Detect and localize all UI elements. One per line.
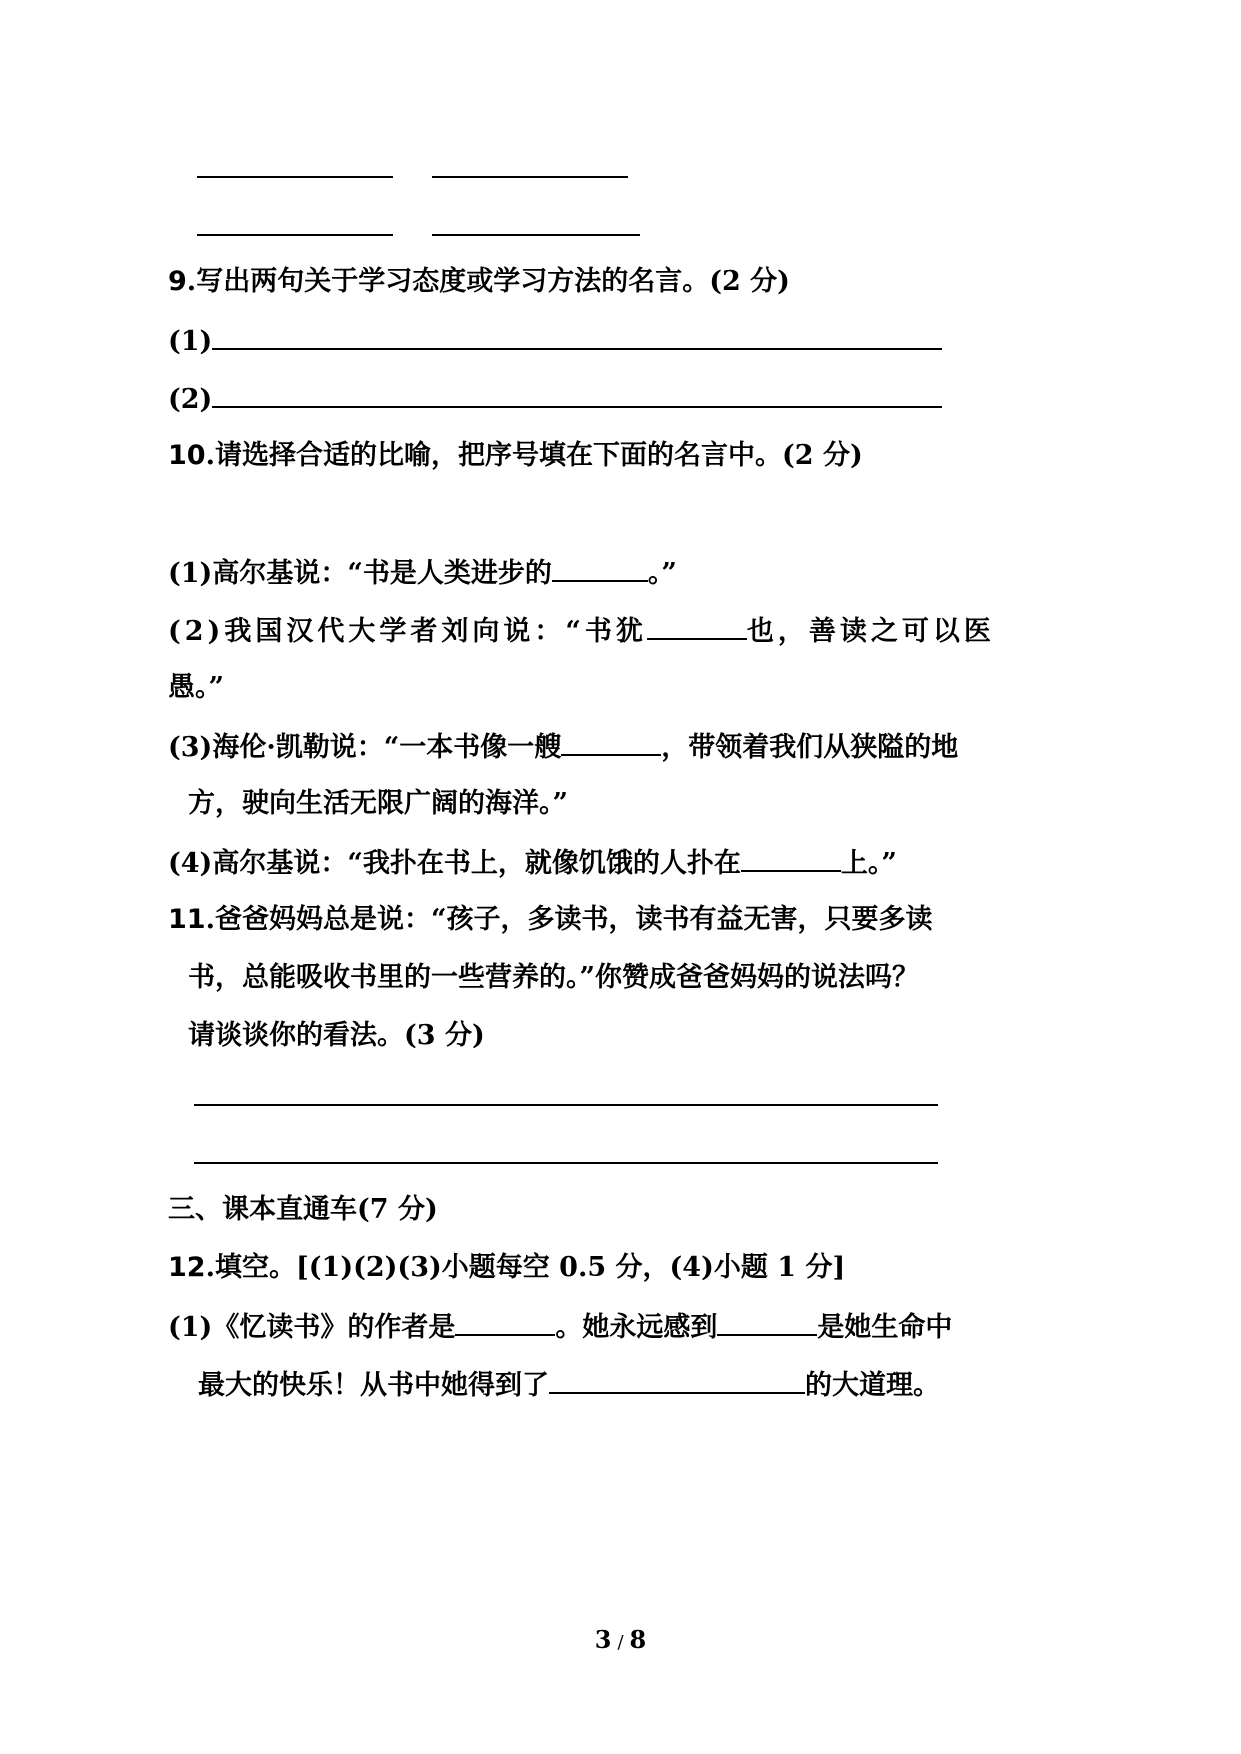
section-title: 三、课本直通车(7 分) <box>168 1194 438 1225</box>
question-10 <box>168 436 863 476</box>
question-text: 请谈谈你的看法。(3 分) <box>188 1020 485 1051</box>
sentence-text: 愚。” <box>168 672 225 703</box>
sentence-text: 最大的快乐！从书中她得到了 <box>198 1370 549 1401</box>
sentence-text: (1)《忆读书》的作者是 <box>168 1312 456 1343</box>
q10-sentence-2 <box>168 610 995 652</box>
question-text: .请选择合适的比喻，把序号填在下面的名言中。(2 分) <box>205 440 863 471</box>
sentence-text: 。” <box>647 558 677 589</box>
sentence-text: ，带领着我们从狭隘的地 <box>661 732 959 763</box>
item-label: (1) <box>168 326 213 357</box>
sentence-text: (2)我国汉代大学者刘向说：“书犹 <box>168 616 647 647</box>
total-pages: 8 <box>629 1625 647 1654</box>
answer-blank[interactable] <box>741 842 841 872</box>
q12-sentence-1 <box>168 1306 952 1348</box>
question-text: .写出两句关于学习态度或学习方法的名言。(2 分) <box>186 266 790 297</box>
question-11 <box>168 900 933 940</box>
sentence-text: 的大道理。 <box>805 1370 940 1401</box>
q9-item-2 <box>168 378 942 420</box>
answer-blank[interactable] <box>647 610 747 640</box>
sentence-text: (3)海伦·凯勒说：“一本书像一艘 <box>168 732 562 763</box>
answer-blank[interactable] <box>549 1364 805 1394</box>
question-number: 11 <box>168 904 206 935</box>
sentence-text: 。她永远感到 <box>555 1312 718 1343</box>
q10-sentence-3-cont <box>188 784 568 824</box>
answer-blank[interactable] <box>455 1306 555 1336</box>
sentence-text: 上。” <box>840 848 897 879</box>
question-11-line-2 <box>188 958 919 998</box>
question-text: .爸爸妈妈总是说：“孩子，多读书，读书有益无害，只要多读 <box>205 904 933 935</box>
question-number: 12 <box>168 1252 206 1283</box>
sentence-text: 方，驶向生活无限广阔的海洋。” <box>188 788 569 819</box>
sentence-text: 也，善读之可以医 <box>746 616 995 647</box>
sentence-text: (1)高尔基说：“书是人类进步的 <box>168 558 552 589</box>
page-separator: / <box>617 1632 624 1653</box>
answer-blank[interactable] <box>212 320 942 350</box>
answer-blank[interactable] <box>197 234 393 236</box>
page-number <box>0 1624 1241 1659</box>
answer-blank[interactable] <box>552 552 648 582</box>
q9-item-1 <box>168 320 942 362</box>
answer-blank[interactable] <box>197 176 393 178</box>
answer-blank[interactable] <box>432 176 628 178</box>
question-text: .填空。[(1)(2)(3)小题每空 0.5 分，(4)小题 1 分] <box>205 1252 846 1283</box>
question-11-line-3 <box>188 1016 485 1056</box>
current-page: 3 <box>594 1625 612 1654</box>
answer-blank[interactable] <box>561 726 661 756</box>
question-number: 9 <box>168 266 187 297</box>
q10-sentence-1 <box>168 552 677 594</box>
q10-sentence-3 <box>168 726 958 768</box>
question-number: 10 <box>168 440 206 471</box>
sentence-text: (4)高尔基说：“我扑在书上，就像饥饿的人扑在 <box>168 848 741 879</box>
question-9 <box>168 262 790 302</box>
question-text: 书，总能吸收书里的一些营养的。”你赞成爸爸妈妈的说法吗？ <box>188 962 920 993</box>
q10-sentence-4 <box>168 842 897 884</box>
answer-blank[interactable] <box>212 378 942 408</box>
q10-sentence-2-cont <box>168 668 224 708</box>
q12-sentence-1-cont <box>198 1364 940 1406</box>
answer-blank[interactable] <box>194 1162 938 1164</box>
answer-blank[interactable] <box>194 1104 938 1106</box>
question-12 <box>168 1248 845 1288</box>
sentence-text: 是她生命中 <box>817 1312 953 1343</box>
answer-blank[interactable] <box>717 1306 817 1336</box>
answer-blank[interactable] <box>432 234 640 236</box>
item-label: (2) <box>168 384 213 415</box>
section-heading <box>168 1190 438 1230</box>
